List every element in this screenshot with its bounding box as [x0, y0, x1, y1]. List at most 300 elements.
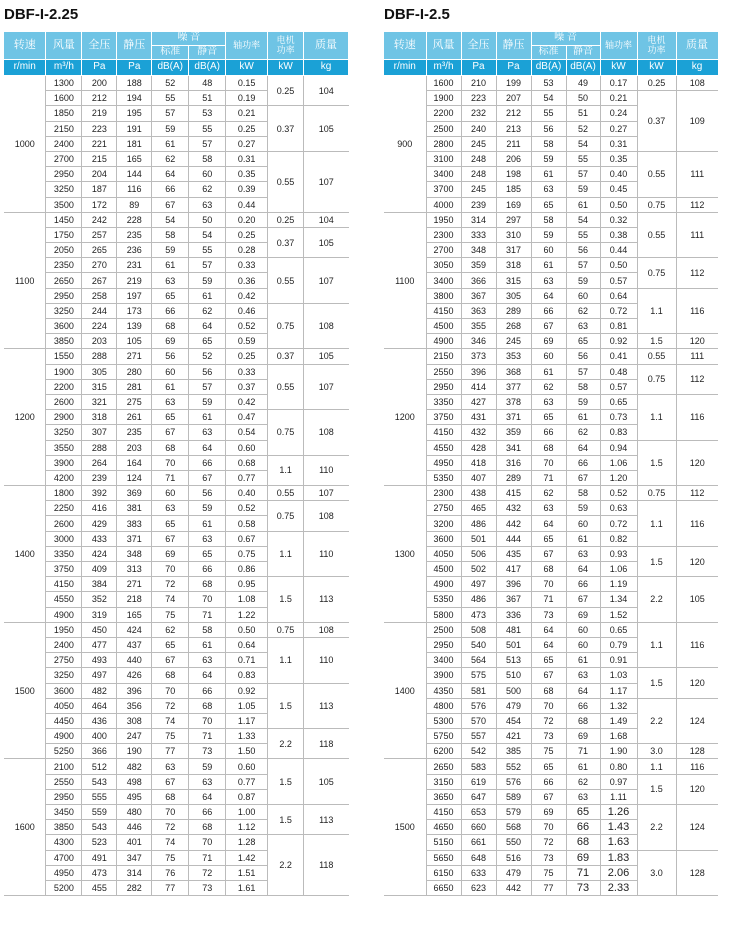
table-row [4, 486, 349, 501]
noise-static-cell: 63 [566, 668, 600, 683]
noise-standard-cell: 61 [152, 258, 189, 273]
static-pressure-cell: 206 [496, 151, 531, 166]
flow-cell: 2200 [426, 106, 461, 121]
static-pressure-cell: 289 [496, 470, 531, 485]
flow-cell: 4950 [426, 455, 461, 470]
noise-static-cell: 65 [566, 805, 600, 820]
noise-static-cell: 58 [566, 486, 600, 501]
unit-cell: m³/h [46, 60, 82, 76]
noise-standard-cell: 72 [152, 577, 189, 592]
table-row [384, 440, 718, 455]
motor-power-cell: 3.0 [637, 850, 676, 896]
flow-cell: 2800 [426, 136, 461, 151]
motor-power-cell: 2.2 [268, 835, 304, 896]
shaft-power-cell: 0.73 [600, 410, 637, 425]
noise-standard-cell: 60 [531, 243, 566, 258]
noise-standard-cell: 65 [531, 531, 566, 546]
speed-cell: 900 [384, 76, 426, 213]
flow-cell: 2300 [426, 227, 461, 242]
noise-standard-cell: 62 [531, 379, 566, 394]
flow-cell: 4550 [46, 592, 82, 607]
static-pressure-cell: 440 [117, 653, 152, 668]
mass-cell: 107 [304, 258, 349, 304]
noise-standard-cell: 77 [152, 744, 189, 759]
flow-cell: 2700 [46, 151, 82, 166]
noise-standard-cell: 53 [531, 76, 566, 91]
flow-cell: 1900 [426, 91, 461, 106]
static-pressure-cell: 417 [496, 562, 531, 577]
total-pressure-cell: 583 [461, 759, 496, 774]
speed-cell: 1500 [384, 759, 426, 896]
flow-cell: 6150 [426, 865, 461, 880]
noise-standard-cell: 58 [531, 212, 566, 227]
shaft-power-cell: 0.93 [600, 546, 637, 561]
static-pressure-cell: 105 [117, 334, 152, 349]
static-pressure-cell: 144 [117, 167, 152, 182]
shaft-power-cell: 0.72 [600, 516, 637, 531]
noise-static-cell: 61 [189, 637, 226, 652]
noise-standard-cell: 69 [152, 546, 189, 561]
noise-static-cell: 59 [189, 273, 226, 288]
shaft-power-cell: 0.77 [226, 774, 268, 789]
total-pressure-cell: 477 [82, 637, 117, 652]
shaft-power-cell: 0.60 [226, 759, 268, 774]
flow-cell: 2900 [46, 410, 82, 425]
speed-cell: 1100 [4, 212, 46, 349]
noise-static-cell: 63 [189, 197, 226, 212]
static-pressure-cell: 479 [496, 865, 531, 880]
noise-static-cell: 69 [566, 850, 600, 865]
noise-standard-cell: 64 [531, 637, 566, 652]
flow-cell: 6200 [426, 744, 461, 759]
shaft-power-cell: 0.95 [226, 577, 268, 592]
static-pressure-cell: 308 [117, 713, 152, 728]
noise-static-cell: 62 [189, 303, 226, 318]
motor-power-cell: 0.37 [268, 227, 304, 257]
shaft-power-cell: 0.47 [226, 410, 268, 425]
total-pressure-cell: 512 [82, 759, 117, 774]
noise-static-cell: 70 [189, 835, 226, 850]
total-pressure-cell: 540 [461, 637, 496, 652]
mass-cell: 120 [676, 774, 718, 804]
mass-cell: 112 [676, 197, 718, 212]
motor-power-cell: 0.75 [637, 197, 676, 212]
shaft-power-cell: 1.08 [226, 592, 268, 607]
noise-standard-cell: 70 [152, 805, 189, 820]
noise-static-cell: 53 [189, 106, 226, 121]
flow-cell: 1800 [46, 486, 82, 501]
table-row [4, 106, 349, 121]
flow-cell: 3400 [426, 273, 461, 288]
static-pressure-cell: 446 [117, 820, 152, 835]
static-pressure-cell: 401 [117, 835, 152, 850]
total-pressure-cell: 427 [461, 394, 496, 409]
static-pressure-cell: 116 [117, 182, 152, 197]
noise-static-cell: 72 [189, 865, 226, 880]
mass-cell: 112 [676, 364, 718, 394]
motor-power-cell: 3.0 [637, 744, 676, 759]
flow-cell: 2100 [46, 759, 82, 774]
speed-cell: 1500 [4, 622, 46, 759]
total-pressure-cell: 465 [461, 501, 496, 516]
shaft-power-cell: 1.11 [600, 789, 637, 804]
static-pressure-cell: 516 [496, 850, 531, 865]
static-pressure-cell: 218 [117, 592, 152, 607]
static-pressure-cell: 576 [496, 774, 531, 789]
table-row [4, 759, 349, 774]
shaft-power-cell: 0.36 [226, 273, 268, 288]
noise-static-cell: 56 [189, 486, 226, 501]
total-pressure-cell: 559 [82, 805, 117, 820]
noise-static-cell: 48 [189, 76, 226, 91]
total-pressure-cell: 623 [461, 880, 496, 895]
table-row [4, 258, 349, 273]
static-pressure-cell: 479 [496, 698, 531, 713]
static-pressure-cell: 261 [117, 410, 152, 425]
flow-cell: 4500 [426, 562, 461, 577]
flow-cell: 3900 [426, 668, 461, 683]
total-pressure-cell: 305 [82, 364, 117, 379]
flow-cell: 5250 [46, 744, 82, 759]
total-pressure-cell: 432 [461, 425, 496, 440]
shaft-power-cell: 0.44 [600, 243, 637, 258]
motor-power-cell: 0.75 [268, 410, 304, 456]
total-pressure-cell: 240 [461, 121, 496, 136]
static-pressure-cell: 383 [117, 516, 152, 531]
noise-static-cell: 56 [566, 243, 600, 258]
total-pressure-cell: 543 [82, 774, 117, 789]
shaft-power-cell: 1.19 [600, 577, 637, 592]
motor-power-cell: 0.55 [268, 486, 304, 501]
total-pressure-cell: 366 [82, 744, 117, 759]
unit-cell: dB(A) [189, 60, 226, 76]
table-row [384, 501, 718, 516]
total-pressure-cell: 436 [82, 713, 117, 728]
noise-static-cell: 66 [189, 562, 226, 577]
motor-power-cell: 0.55 [637, 151, 676, 197]
static-pressure-cell: 371 [117, 531, 152, 546]
noise-static-cell: 55 [566, 227, 600, 242]
static-pressure-cell: 219 [117, 273, 152, 288]
static-pressure-cell: 297 [496, 212, 531, 227]
mass-cell: 104 [304, 76, 349, 106]
noise-static-cell: 66 [189, 455, 226, 470]
shaft-power-cell: 1.42 [226, 850, 268, 865]
flow-cell: 5150 [426, 835, 461, 850]
shaft-power-cell: 0.92 [226, 683, 268, 698]
shaft-power-cell: 0.68 [226, 455, 268, 470]
motor-power-cell: 1.5 [637, 334, 676, 349]
shaft-power-cell: 1.34 [600, 592, 637, 607]
noise-standard-cell: 72 [152, 820, 189, 835]
flow-cell: 3400 [426, 167, 461, 182]
shaft-power-cell: 1.17 [600, 683, 637, 698]
static-pressure-cell: 313 [117, 562, 152, 577]
noise-static-cell: 61 [566, 653, 600, 668]
mass-cell: 109 [676, 91, 718, 152]
total-pressure-cell: 542 [461, 744, 496, 759]
noise-standard-cell: 66 [152, 303, 189, 318]
table-row [384, 349, 718, 364]
mass-cell: 110 [304, 637, 349, 683]
flow-cell: 5350 [426, 592, 461, 607]
noise-static-cell: 51 [566, 106, 600, 121]
noise-standard-cell: 70 [152, 683, 189, 698]
flow-cell: 5300 [426, 713, 461, 728]
flow-cell: 3150 [426, 774, 461, 789]
motor-power-cell: 0.37 [637, 91, 676, 152]
mass-cell: 116 [676, 501, 718, 547]
shaft-power-cell: 0.72 [600, 303, 637, 318]
noise-static-cell: 54 [189, 227, 226, 242]
flow-cell: 4550 [426, 440, 461, 455]
noise-static-cell: 63 [189, 425, 226, 440]
shaft-power-cell: 1.50 [226, 744, 268, 759]
total-pressure-cell: 450 [82, 622, 117, 637]
total-pressure-cell: 414 [461, 379, 496, 394]
unit-cell: Pa [117, 60, 152, 76]
static-pressure-cell: 424 [117, 622, 152, 637]
shaft-power-cell: 0.35 [226, 167, 268, 182]
mass-cell: 107 [304, 364, 349, 410]
motor-power-cell: 0.75 [637, 486, 676, 501]
table-row [4, 455, 349, 470]
total-pressure-cell: 555 [82, 789, 117, 804]
noise-standard-cell: 66 [531, 774, 566, 789]
noise-static-cell: 57 [566, 258, 600, 273]
motor-power-cell: 1.5 [637, 668, 676, 698]
noise-static-cell: 63 [189, 653, 226, 668]
noise-static-cell: 57 [189, 258, 226, 273]
total-pressure-cell: 307 [82, 425, 117, 440]
flow-cell: 4900 [46, 729, 82, 744]
mass-cell: 105 [304, 759, 349, 805]
noise-standard-cell: 63 [152, 501, 189, 516]
noise-standard-cell: 67 [152, 197, 189, 212]
header-motor-power: 电机 功率 [268, 32, 304, 60]
static-pressure-cell: 139 [117, 319, 152, 334]
noise-static-cell: 60 [566, 516, 600, 531]
total-pressure-cell: 355 [461, 319, 496, 334]
total-pressure-cell: 570 [461, 713, 496, 728]
noise-standard-cell: 56 [531, 121, 566, 136]
flow-cell: 4300 [46, 835, 82, 850]
static-pressure-cell: 213 [496, 121, 531, 136]
total-pressure-cell: 373 [461, 349, 496, 364]
flow-cell: 3000 [46, 531, 82, 546]
noise-standard-cell: 61 [152, 379, 189, 394]
static-pressure-cell: 359 [496, 425, 531, 440]
motor-power-cell: 1.5 [637, 774, 676, 804]
flow-cell: 1550 [46, 349, 82, 364]
static-pressure-cell: 377 [496, 379, 531, 394]
speed-cell: 1400 [4, 486, 46, 623]
flow-cell: 2950 [46, 789, 82, 804]
noise-standard-cell: 68 [152, 440, 189, 455]
motor-power-cell: 1.1 [637, 622, 676, 668]
noise-static-cell: 68 [566, 713, 600, 728]
total-pressure-cell: 416 [82, 501, 117, 516]
total-pressure-cell: 660 [461, 820, 496, 835]
noise-static-cell: 61 [566, 197, 600, 212]
mass-cell: 128 [676, 744, 718, 759]
shaft-power-cell: 0.97 [600, 774, 637, 789]
mass-cell: 107 [304, 151, 349, 212]
shaft-power-cell: 1.26 [600, 805, 637, 820]
static-pressure-cell: 552 [496, 759, 531, 774]
noise-standard-cell: 68 [152, 668, 189, 683]
shaft-power-cell: 0.40 [226, 486, 268, 501]
shaft-power-cell: 1.52 [600, 607, 637, 622]
noise-static-cell: 66 [566, 698, 600, 713]
flow-cell: 3250 [46, 425, 82, 440]
table-row [4, 729, 349, 744]
noise-standard-cell: 65 [531, 759, 566, 774]
flow-cell: 2750 [426, 501, 461, 516]
shaft-power-cell: 0.42 [226, 288, 268, 303]
shaft-power-cell: 0.52 [600, 486, 637, 501]
table-row [4, 76, 349, 91]
noise-static-cell: 58 [189, 151, 226, 166]
noise-static-cell: 61 [566, 759, 600, 774]
unit-cell: Pa [496, 60, 531, 76]
shaft-power-cell: 1.90 [600, 744, 637, 759]
shaft-power-cell: 0.38 [600, 227, 637, 242]
flow-cell: 2200 [46, 379, 82, 394]
shaft-power-cell: 0.50 [226, 622, 268, 637]
total-pressure-cell: 428 [461, 440, 496, 455]
mass-cell: 113 [304, 683, 349, 729]
noise-static-cell: 50 [566, 91, 600, 106]
mass-cell: 108 [304, 303, 349, 349]
static-pressure-cell: 197 [117, 288, 152, 303]
mass-cell: 111 [676, 212, 718, 258]
unit-cell: kg [676, 60, 718, 76]
motor-power-cell: 1.1 [637, 394, 676, 440]
static-pressure-cell: 203 [117, 440, 152, 455]
noise-static-cell: 65 [189, 546, 226, 561]
noise-standard-cell: 68 [531, 562, 566, 577]
table-row [384, 334, 718, 349]
total-pressure-cell: 486 [461, 516, 496, 531]
total-pressure-cell: 245 [461, 182, 496, 197]
total-pressure-cell: 438 [461, 486, 496, 501]
table-row [384, 622, 718, 637]
total-pressure-cell: 348 [461, 243, 496, 258]
static-pressure-cell: 185 [496, 182, 531, 197]
shaft-power-cell: 0.91 [600, 653, 637, 668]
table-row [384, 805, 718, 820]
flow-cell: 2650 [46, 273, 82, 288]
noise-static-cell: 54 [566, 212, 600, 227]
unit-cell: kW [226, 60, 268, 76]
noise-standard-cell: 67 [531, 319, 566, 334]
static-pressure-cell: 212 [496, 106, 531, 121]
total-pressure-cell: 264 [82, 455, 117, 470]
header-speed: 转速 [4, 32, 46, 60]
static-pressure-cell: 247 [117, 729, 152, 744]
noise-standard-cell: 67 [531, 668, 566, 683]
motor-power-cell: 1.1 [637, 288, 676, 334]
noise-standard-cell: 61 [531, 364, 566, 379]
noise-standard-cell: 64 [531, 622, 566, 637]
shaft-power-cell: 0.65 [600, 622, 637, 637]
speed-cell: 1400 [384, 622, 426, 759]
static-pressure-cell: 415 [496, 486, 531, 501]
static-pressure-cell: 589 [496, 789, 531, 804]
noise-static-cell: 55 [189, 243, 226, 258]
flow-cell: 2550 [426, 364, 461, 379]
flow-cell: 2600 [46, 516, 82, 531]
static-pressure-cell: 435 [496, 546, 531, 561]
mass-cell: 111 [676, 151, 718, 197]
shaft-power-cell: 0.80 [600, 759, 637, 774]
noise-static-cell: 71 [189, 850, 226, 865]
flow-cell: 6650 [426, 880, 461, 895]
flow-cell: 3900 [46, 455, 82, 470]
total-pressure-cell: 288 [82, 440, 117, 455]
motor-power-cell: 1.5 [268, 759, 304, 805]
total-pressure-cell: 367 [461, 288, 496, 303]
table-row [384, 258, 718, 273]
shaft-power-cell: 1.28 [226, 835, 268, 850]
unit-cell: dB(A) [566, 60, 600, 76]
noise-static-cell: 59 [566, 501, 600, 516]
flow-cell: 1300 [46, 76, 82, 91]
noise-standard-cell: 63 [152, 273, 189, 288]
unit-cell: r/min [384, 60, 426, 76]
flow-cell: 2950 [426, 637, 461, 652]
header-noise: 噪 音 [531, 32, 600, 46]
total-pressure-cell: 384 [82, 577, 117, 592]
noise-standard-cell: 66 [531, 303, 566, 318]
table-row [384, 151, 718, 166]
flow-cell: 3250 [46, 303, 82, 318]
noise-standard-cell: 66 [152, 182, 189, 197]
total-pressure-cell: 219 [82, 106, 117, 121]
noise-static-cell: 63 [566, 546, 600, 561]
motor-power-cell: 2.2 [268, 729, 304, 759]
flow-cell: 3800 [426, 288, 461, 303]
static-pressure-cell: 454 [496, 713, 531, 728]
noise-static-cell: 50 [189, 212, 226, 227]
total-pressure-cell: 473 [82, 865, 117, 880]
table-row [4, 531, 349, 546]
speed-cell: 1200 [4, 349, 46, 486]
shaft-power-cell: 0.71 [226, 653, 268, 668]
unit-cell: kW [637, 60, 676, 76]
header-total-pressure: 全压 [461, 32, 496, 60]
shaft-power-cell: 0.45 [600, 182, 637, 197]
total-pressure-cell: 346 [461, 334, 496, 349]
total-pressure-cell: 315 [82, 379, 117, 394]
total-pressure-cell: 257 [82, 227, 117, 242]
static-pressure-cell: 513 [496, 653, 531, 668]
total-pressure-cell: 172 [82, 197, 117, 212]
table-row [4, 227, 349, 242]
flow-cell: 4050 [426, 546, 461, 561]
motor-power-cell: 0.55 [637, 212, 676, 258]
total-pressure-cell: 409 [82, 562, 117, 577]
noise-standard-cell: 68 [152, 319, 189, 334]
static-pressure-cell: 164 [117, 455, 152, 470]
header-noise-standard: 标准 [152, 46, 189, 60]
shaft-power-cell: 2.06 [600, 865, 637, 880]
total-pressure-cell: 245 [461, 136, 496, 151]
table-row [4, 410, 349, 425]
mass-cell: 120 [676, 334, 718, 349]
flow-cell: 1750 [46, 227, 82, 242]
